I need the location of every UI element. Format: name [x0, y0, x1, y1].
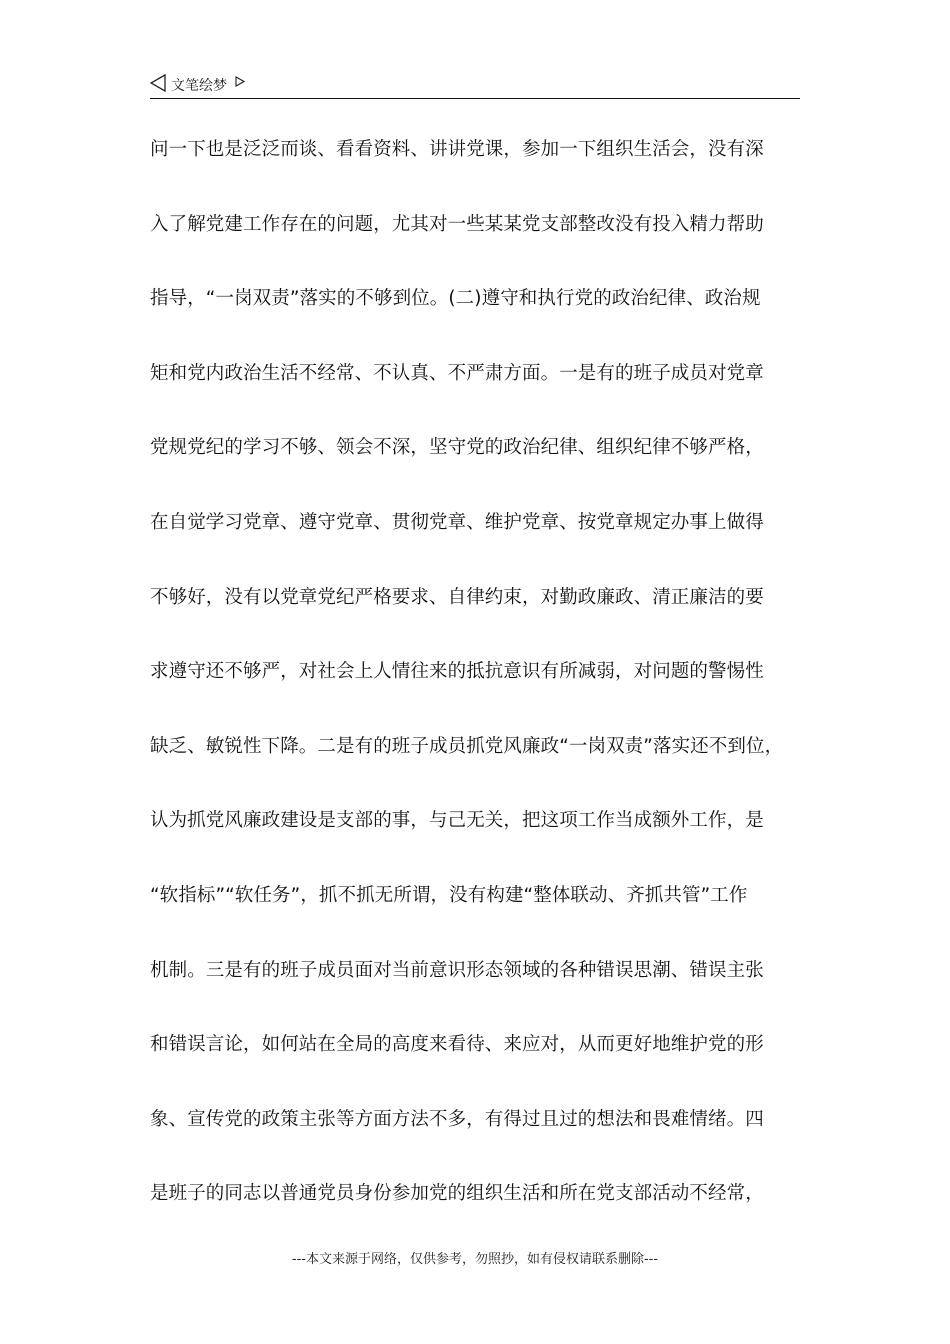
body-line: 入了解党建工作存在的问题，尤其对一些某某党支部整改没有投入精力帮助: [150, 213, 764, 235]
body-line: 不够好，没有以党章党纪严格要求、自律约束，对勤政廉政、清正廉洁的要: [150, 586, 764, 608]
triangle-right-outline-icon: [235, 76, 245, 87]
body-line: 是班子的同志以普通党员身份参加党的组织生活和所在党支部活动不经常，: [150, 1183, 764, 1205]
body-line: 认为抓党风廉政建设是支部的事，与己无关，把这项工作当成额外工作，是: [150, 810, 764, 832]
body-line: 象、宣传党的政策主张等方面方法不多，有得过且过的想法和畏难情绪。四: [150, 1108, 764, 1130]
body-line: 问一下也是泛泛而谈、看看资料、讲讲党课，参加一下组织生活会，没有深: [150, 139, 764, 160]
triangle-left-outline-icon: [150, 74, 166, 97]
body-line: “软指标”“软任务”，抓不抓无所谓，没有构建“整体联动、齐抓共管”工作: [150, 884, 748, 906]
document-body: [150, 134, 810, 1253]
header-brand-text: 文笔绘梦: [171, 77, 227, 94]
body-line: 党规党纪的学习不够、领会不深，坚守党的政治纪律、组织纪律不够严格，: [150, 437, 764, 459]
body-line: 缺乏、敏锐性下降。二是有的班子成员抓党风廉政“一岗双责”落实还不到位，: [150, 735, 784, 757]
body-line: 指导，“一岗双责”落实的不够到位。(二)遵守和执行党的政治纪律、政治规: [150, 288, 761, 310]
header-brand: [150, 74, 245, 97]
body-line: 矩和党内政治生活不经常、不认真、不严肃方面。一是有的班子成员对党章: [150, 362, 764, 384]
page-header: [150, 72, 800, 99]
body-line: 在自觉学习党章、遵守党章、贯彻党章、维护党章、按党章规定办事上做得: [150, 511, 764, 533]
body-line: 和错误言论，如何站在全局的高度来看待、来应对，从而更好地维护党的形: [150, 1034, 764, 1056]
body-line: 机制。三是有的班子成员面对当前意识形态领域的各种错误思潮、错误主张: [150, 959, 764, 981]
footer-note: ---本文来源于网络，仅供参考，勿照抄，如有侵权请联系删除---: [291, 1252, 659, 1267]
body-line: 求遵守还不够严，对社会上人情往来的抵抗意识有所减弱，对问题的警惕性: [150, 661, 764, 683]
